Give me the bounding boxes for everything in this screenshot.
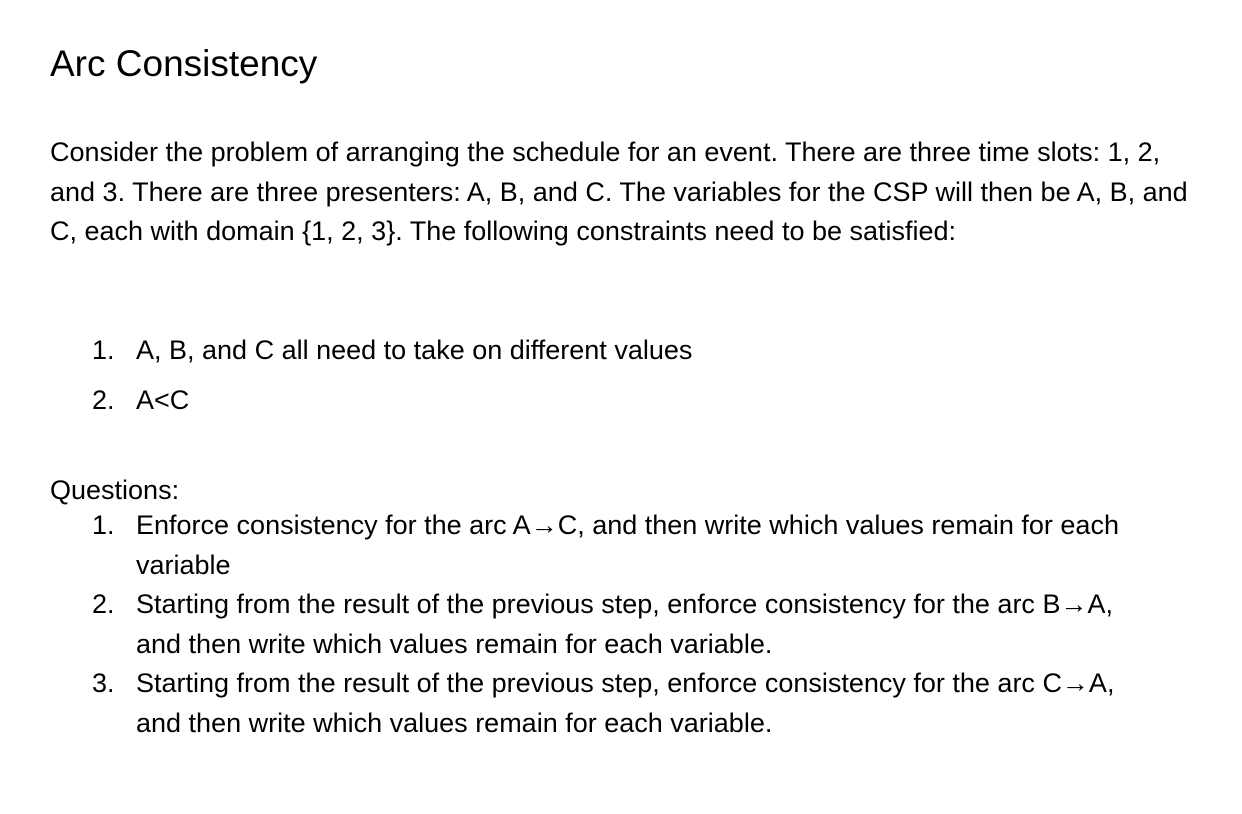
list-item-text: Starting from the result of the previous step, enforce consistency for the arc C→A, and then write which values remain for each variable.: [136, 668, 1115, 738]
questions-heading: Questions:: [50, 475, 180, 505]
list-item-text: Starting from the result of the previous step, enforce consistency for the arc B→A, and then write which values remain for each variable.: [136, 589, 1113, 659]
list-item-number: 1.: [92, 335, 115, 365]
list-item-text: A<C: [136, 385, 190, 415]
list-item: [0, 506, 1150, 585]
list-item-number: 2.: [92, 589, 115, 619]
list-item-number: 1.: [92, 510, 115, 540]
list-item-number: 3.: [92, 668, 115, 698]
intro-paragraph: Consider the problem of arranging the schedule for an event. There are three time slots: 1, 2, and 3. There are three presenters: A, B, and C. The variables for the CSP will then be A, B, and C, each with domain {1, 2, 3}. The following constraints need to be satisfied:: [50, 137, 1188, 246]
list-item-number: 2.: [92, 385, 115, 415]
list-item-text: A, B, and C all need to take on different values: [136, 335, 693, 365]
constraints-list: [0, 330, 692, 430]
list-item: [0, 664, 1150, 743]
list-item: [0, 330, 692, 370]
page-title: Arc Consistency: [50, 43, 318, 84]
list-item: [0, 585, 1150, 664]
questions-list: [0, 506, 1150, 743]
list-item: [0, 380, 692, 420]
list-item-text: Enforce consistency for the arc A→C, and then write which values remain for each variable: [136, 510, 1119, 580]
